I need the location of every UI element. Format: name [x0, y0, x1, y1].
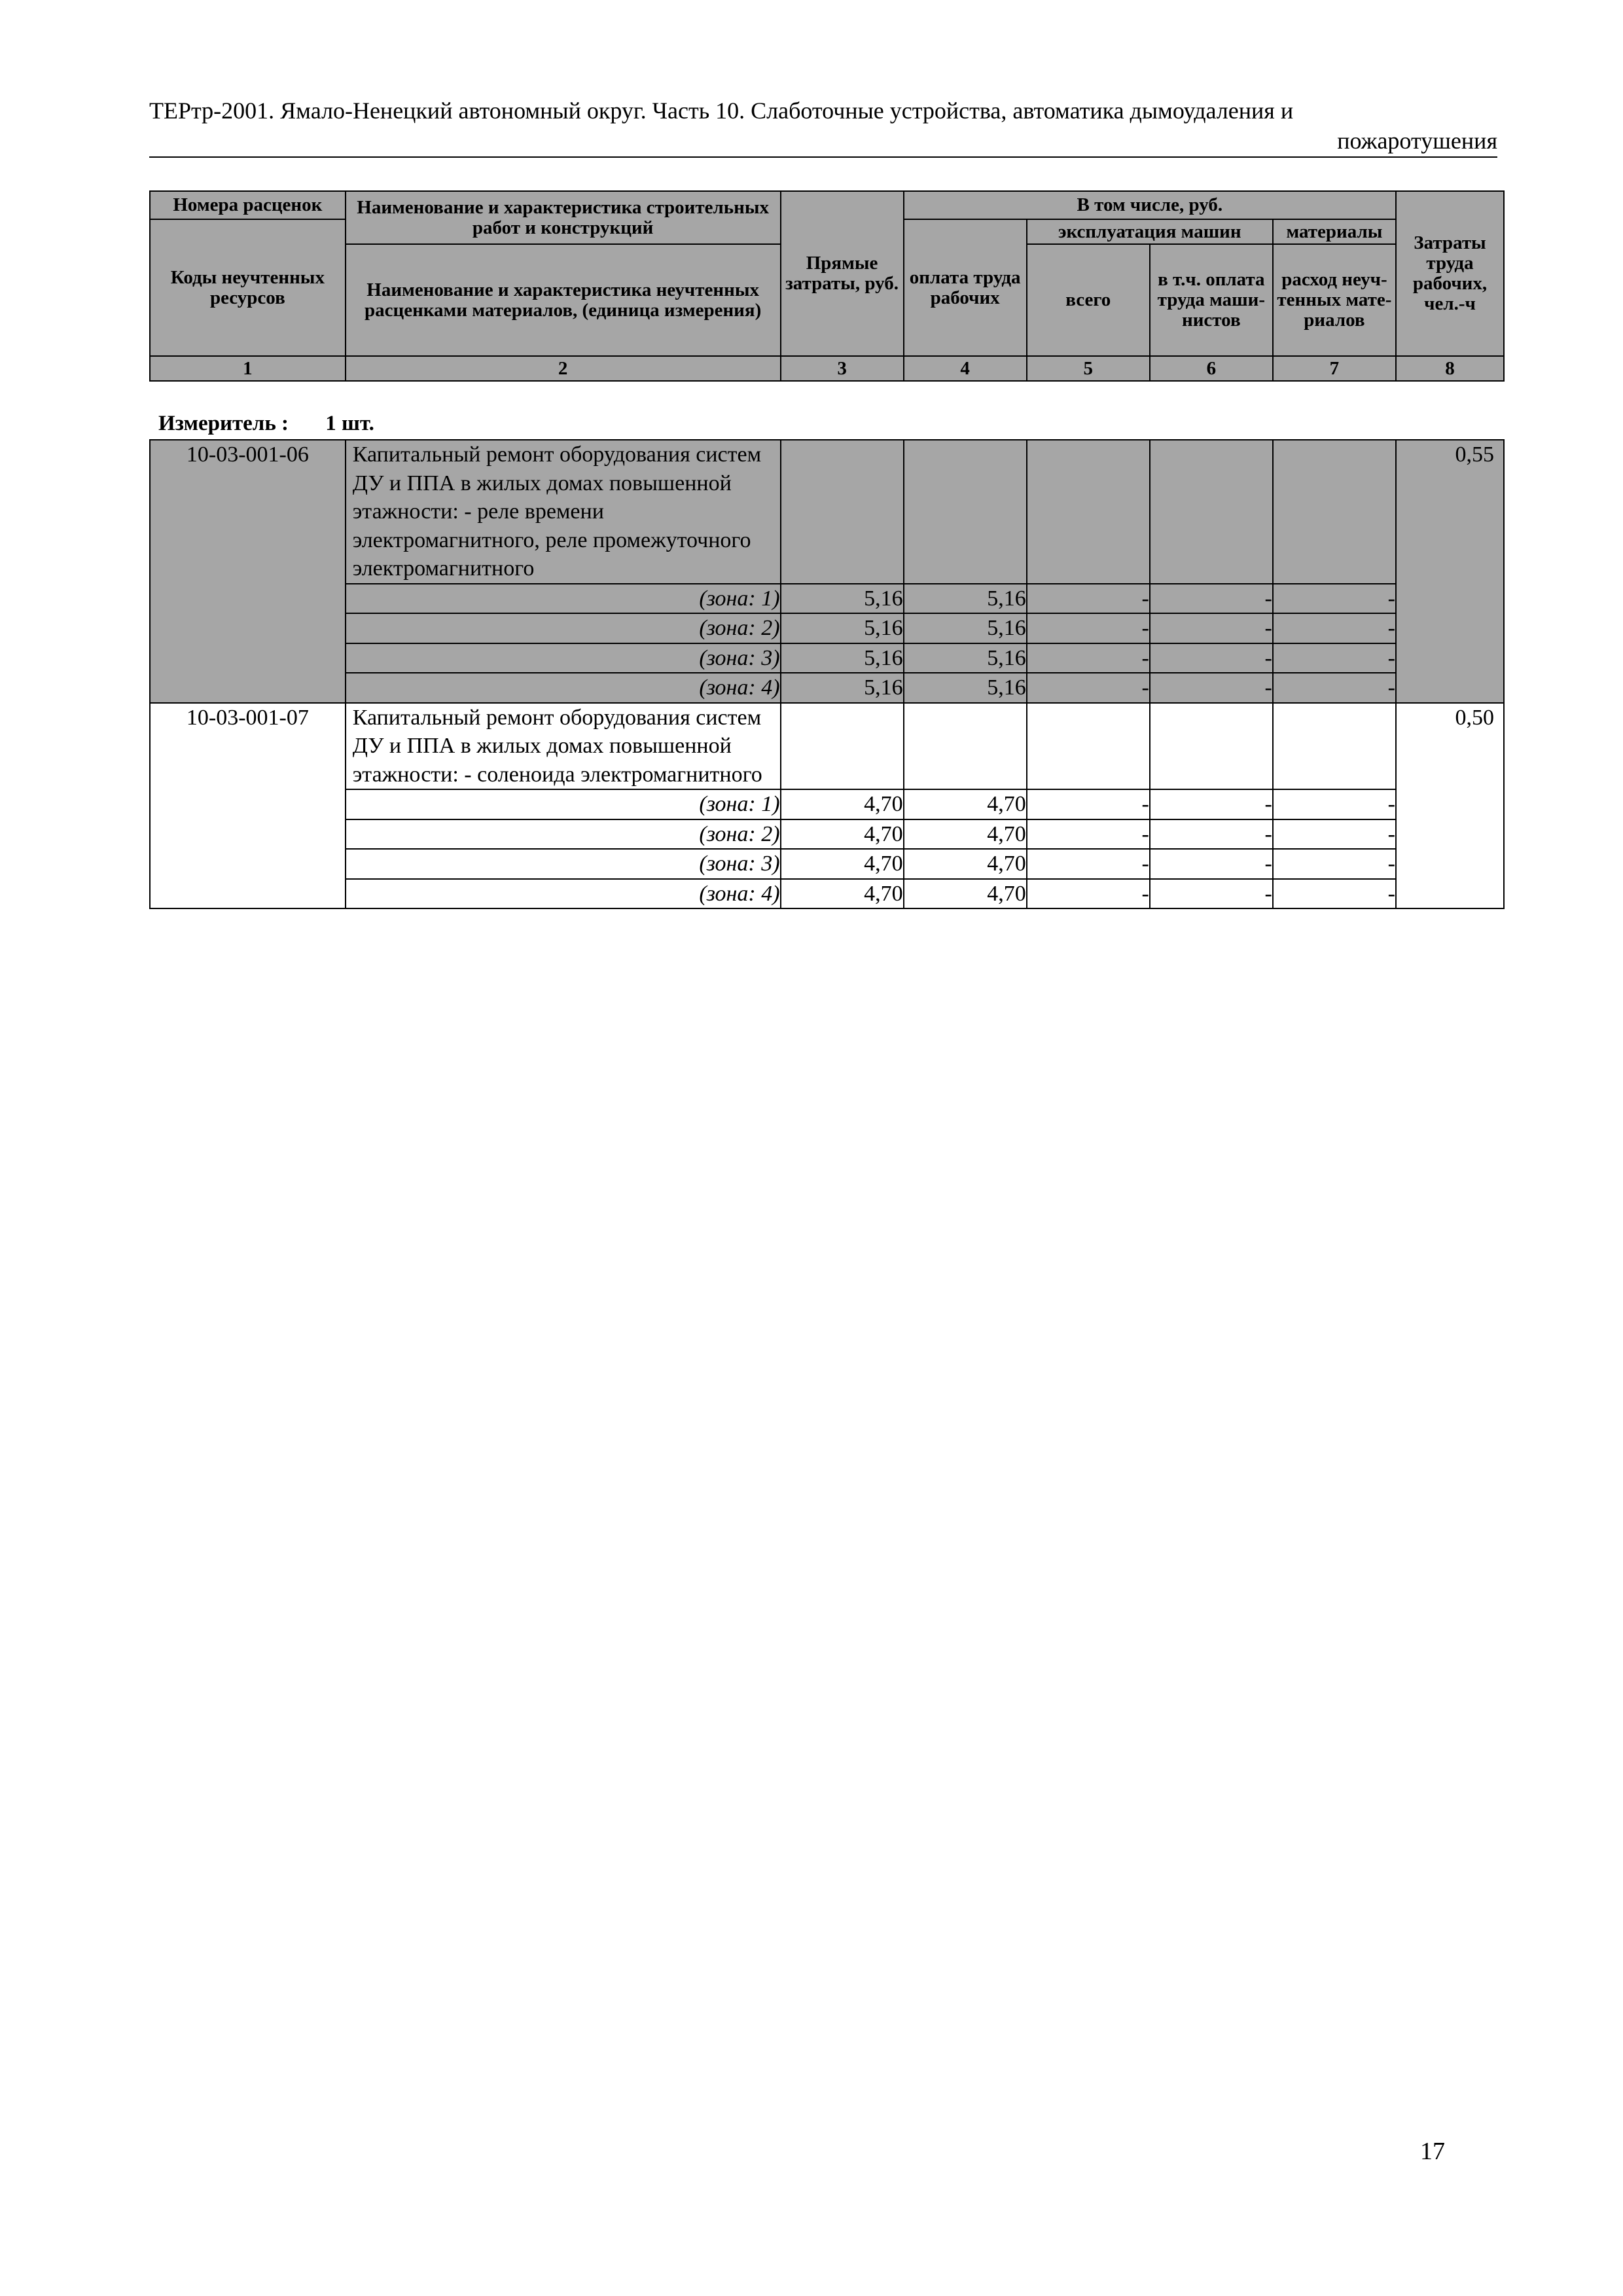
col-header-resource-codes: Коды неучтенных ресурсов — [150, 219, 346, 356]
measure-line — [158, 412, 374, 436]
machines-total: - — [1027, 789, 1150, 819]
measure-label: Измеритель : — [158, 412, 289, 435]
machines-total: - — [1027, 849, 1150, 879]
machinist-wages: - — [1150, 849, 1273, 879]
zone-label: (зона: 2) — [346, 819, 781, 850]
zone-row — [150, 673, 1504, 703]
empty-cell — [781, 703, 904, 790]
labor-costs: 0,50 — [1396, 703, 1504, 909]
empty-cell — [904, 703, 1027, 790]
machinist-wages: - — [1150, 613, 1273, 643]
measure-unit: 1 шт. — [325, 412, 374, 435]
zone-row — [150, 849, 1504, 879]
page-number: 17 — [1420, 2138, 1445, 2165]
col-header-machines-total: всего — [1027, 244, 1150, 356]
machines-total: - — [1027, 584, 1150, 614]
col-number: 4 — [904, 356, 1027, 381]
direct-costs: 4,70 — [781, 789, 904, 819]
direct-costs: 5,16 — [781, 613, 904, 643]
col-header-direct-costs: Прямые затраты, руб. — [781, 191, 904, 356]
zone-label: (зона: 3) — [346, 643, 781, 673]
document-title-line2: пожаротушения — [1337, 128, 1497, 154]
worker-wages: 5,16 — [904, 643, 1027, 673]
col-header-materials-group: материалы — [1273, 219, 1396, 244]
col-header-work-name: Наименование и характеристика строительных работ и конструкций — [346, 191, 781, 244]
empty-cell — [1273, 440, 1396, 584]
machinist-wages: - — [1150, 643, 1273, 673]
col-header-machinist-wages: в т.ч. оплата труда маши- нистов — [1150, 244, 1273, 356]
zone-label: (зона: 2) — [346, 613, 781, 643]
col-header-unaccounted-materials: расход неуч- тенных мате- риалов — [1273, 244, 1396, 356]
col-header-including-group: В том числе, руб. — [904, 191, 1396, 219]
labor-costs: 0,55 — [1396, 440, 1504, 703]
col-header-machines-group: эксплуатация машин — [1027, 219, 1273, 244]
machinist-wages: - — [1150, 789, 1273, 819]
worker-wages: 5,16 — [904, 584, 1027, 614]
worker-wages: 4,70 — [904, 789, 1027, 819]
zone-row — [150, 643, 1504, 673]
materials: - — [1273, 613, 1396, 643]
machines-total: - — [1027, 613, 1150, 643]
col-number: 2 — [346, 356, 781, 381]
col-number: 3 — [781, 356, 904, 381]
empty-cell — [1273, 703, 1396, 790]
materials: - — [1273, 789, 1396, 819]
direct-costs: 4,70 — [781, 879, 904, 909]
col-header-wages: оплата труда рабочих — [904, 219, 1027, 356]
materials: - — [1273, 673, 1396, 703]
machinist-wages: - — [1150, 673, 1273, 703]
machines-total: - — [1027, 643, 1150, 673]
zone-label: (зона: 4) — [346, 673, 781, 703]
worker-wages: 4,70 — [904, 849, 1027, 879]
col-number: 8 — [1396, 356, 1504, 381]
materials: - — [1273, 819, 1396, 850]
zone-label: (зона: 4) — [346, 879, 781, 909]
machinist-wages: - — [1150, 879, 1273, 909]
header-rule — [149, 156, 1497, 158]
rates-table-header — [149, 190, 1505, 382]
empty-cell — [781, 440, 904, 584]
zone-row — [150, 879, 1504, 909]
zone-label: (зона: 1) — [346, 789, 781, 819]
direct-costs: 5,16 — [781, 584, 904, 614]
col-header-materials-name: Наименование и характеристика неучтенных расценками материалов, (единица измерения) — [346, 244, 781, 356]
rate-row — [150, 440, 1504, 584]
machines-total: - — [1027, 673, 1150, 703]
worker-wages: 5,16 — [904, 673, 1027, 703]
empty-cell — [904, 440, 1027, 584]
rate-description: Капитальный ремонт оборудования систем ДУ и ППА в жилых домах повышенной этажности: - реле времени электромагнитного, реле промежуточного электромагнитного — [346, 440, 781, 584]
empty-cell — [1150, 440, 1273, 584]
col-header-rate-numbers: Номера расценок — [150, 191, 346, 219]
worker-wages: 4,70 — [904, 819, 1027, 850]
materials: - — [1273, 584, 1396, 614]
direct-costs: 5,16 — [781, 673, 904, 703]
empty-cell — [1150, 703, 1273, 790]
col-number: 1 — [150, 356, 346, 381]
rates-table-body — [149, 439, 1505, 909]
zone-row — [150, 789, 1504, 819]
zone-row — [150, 613, 1504, 643]
col-header-labor-costs: Затраты труда рабочих, чел.-ч — [1396, 191, 1504, 356]
document-title-line1: ТЕРтр-2001. Ямало-Ненецкий автономный округ. Часть 10. Слаботочные устройства, автоматика дымоудаления и — [149, 98, 1294, 124]
rate-code: 10-03-001-06 — [150, 440, 346, 703]
empty-cell — [1027, 440, 1150, 584]
machines-total: - — [1027, 879, 1150, 909]
materials: - — [1273, 849, 1396, 879]
document-title — [149, 96, 1497, 156]
direct-costs: 4,70 — [781, 819, 904, 850]
zone-row — [150, 819, 1504, 850]
zone-label: (зона: 1) — [346, 584, 781, 614]
machines-total: - — [1027, 819, 1150, 850]
worker-wages: 5,16 — [904, 613, 1027, 643]
machinist-wages: - — [1150, 584, 1273, 614]
direct-costs: 4,70 — [781, 849, 904, 879]
worker-wages: 4,70 — [904, 879, 1027, 909]
direct-costs: 5,16 — [781, 643, 904, 673]
col-number: 6 — [1150, 356, 1273, 381]
materials: - — [1273, 643, 1396, 673]
col-number: 5 — [1027, 356, 1150, 381]
machinist-wages: - — [1150, 819, 1273, 850]
zone-row — [150, 584, 1504, 614]
zone-label: (зона: 3) — [346, 849, 781, 879]
rate-description: Капитальный ремонт оборудования систем ДУ и ППА в жилых домах повышенной этажности: - соленоида электромагнитного — [346, 703, 781, 790]
empty-cell — [1027, 703, 1150, 790]
col-number: 7 — [1273, 356, 1396, 381]
materials: - — [1273, 879, 1396, 909]
rate-code: 10-03-001-07 — [150, 703, 346, 909]
rate-row — [150, 703, 1504, 790]
